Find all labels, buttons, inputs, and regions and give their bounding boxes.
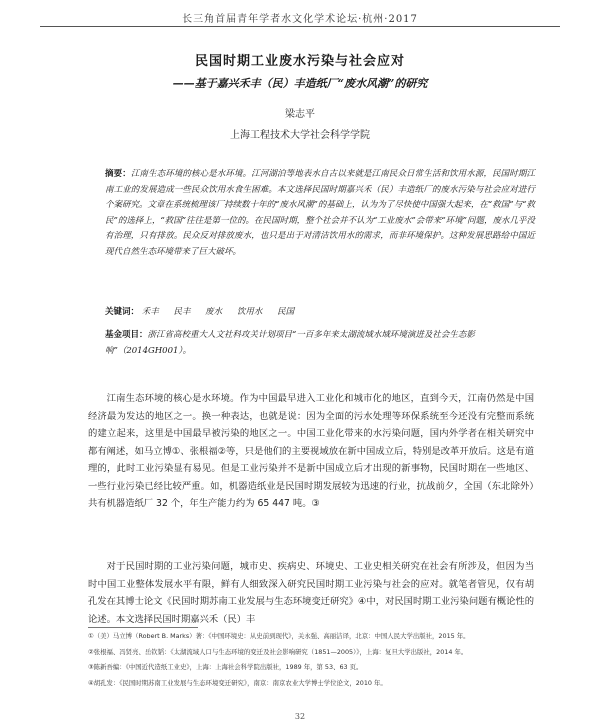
keyword: 禾丰 (141, 307, 159, 317)
footnote: ③陈新吾编：《中国近代造纸工业史》，上海：上海社会科学院出版社，1989 年，第 53、63 页。 (88, 663, 363, 671)
author-affiliation: 上海工程技术大学社会科学学院 (230, 130, 370, 141)
abstract-label: 摘要： (105, 169, 131, 179)
keyword: 民丰 (173, 307, 191, 317)
footnote: ①（美）马立博（Robert B. Marks）著：《中国环境史：从史前到现代》，关永强、高丽洁译，北京：中国人民大学出版社，2015 年。 (88, 632, 470, 640)
keyword: 民国 (277, 307, 295, 317)
running-header: 长三角首届青年学者水文化学术论坛·杭州·2017 (182, 14, 418, 25)
article-title: 民国时期工业废水污染与社会应对 (194, 54, 405, 69)
footnote: ②张根福、冯贤亮、岳钦韬：《太湖流域人口与生态环境的变迁及社会影响研究（1851—2005）》，上海：复旦大学出版社，2014 年。 (88, 647, 468, 656)
keywords (105, 305, 535, 319)
abstract (105, 167, 535, 260)
keyword: 饮用水 (236, 307, 263, 317)
header-divider (40, 26, 560, 27)
footnote: ④胡孔发：《民国时期苏南工业发展与生态环境变迁研究》，南京：南京农业大学博士学位论文，2010 年。 (88, 678, 387, 687)
article-subtitle: ——基于嘉兴禾丰（民）丰造纸厂“废水风潮”的研究 (172, 77, 428, 90)
fund-text: 浙江省高校重大人文社科攻关计划项目“一百多年来太湖流域水域环境演进及社会生态影响”（2014GH001）。 (105, 330, 475, 356)
fund-label: 基金项目： (105, 330, 148, 340)
author-name: 梁志平 (285, 109, 315, 120)
keywords-label: 关键词： (105, 307, 140, 317)
page-number: 32 (294, 712, 306, 721)
footnote-divider (88, 627, 198, 628)
abstract-text: 江南生态环境的核心是水环境。江河湖泊等地表水自古以来就是江南民众日常生活和饮用水源，民国时期江南工业的发展造成一些民众饮用水食生困难。本文选择民国时期嘉兴禾（民）丰造纸厂的废水污染与社会应对进行个案研究。文章在系统梳理该厂持续数十年的“废水风潮”的基础上，认为为了尽快使中国强大起来，在“救国”与“救民”的选择上，“救国”往往是第一位的。在民国时期，整个社会并不认为“工业废水”会带来“环境”问题，废水几乎没有治理，只有排放。民众反对排放废水，也只是出于对清洁饮用水的需求，而非环境保护。这种发展思路给中国近现代自然生态环境带来了巨大破坏。 (105, 169, 535, 257)
footnotes (88, 631, 534, 693)
body-paragraph: 江南生态环境的核心是水环境。作为中国最早进入工业化和城市化的地区，直到今天，江南仍然是中国经济最为发达的地区之一。换一种表达，也就是说：因为全面的污水处理等环保系统至今还没有完整而系统的建立起来，这里是中国最早被污染的地区之一。中国工业化带来的水污染问题，国内外学者在相关研究中都有阐述，如马立博①、张根福②等，只是他们的主要视域放在新中国成立后，特别是改革开放后。这是有道理的，此时工业污染显有易见。但是工业污染并不是新中国成立后才出现的新事物，民国时期在一些地区、一些行业污染已经比较严重。如，机器造纸业是民国时期发展较为迅速的行业，抗战前夕，全国（东北除外）共有机器造纸厂 32 个，年生产能力约为 65 447 吨。③ (88, 393, 534, 509)
body-paragraph: 对于民国时期的工业污染问题，城市史、疾病史、环境史、工业史相关研究在社会有所涉及，但因为当时中国工业整体发展水平有限，鲜有人细致深入研究民国时期工业污染与社会的应对。就笔者管见，仅有胡孔发在其博士论文《民国时期苏南工业发展与生态环境变迁研究》④中，对民国时期工业污染问题有概论性的论述。本文选择民国时期嘉兴禾（民）丰 (88, 561, 534, 625)
keyword: 废水 (205, 307, 223, 317)
fund-note (105, 328, 535, 359)
